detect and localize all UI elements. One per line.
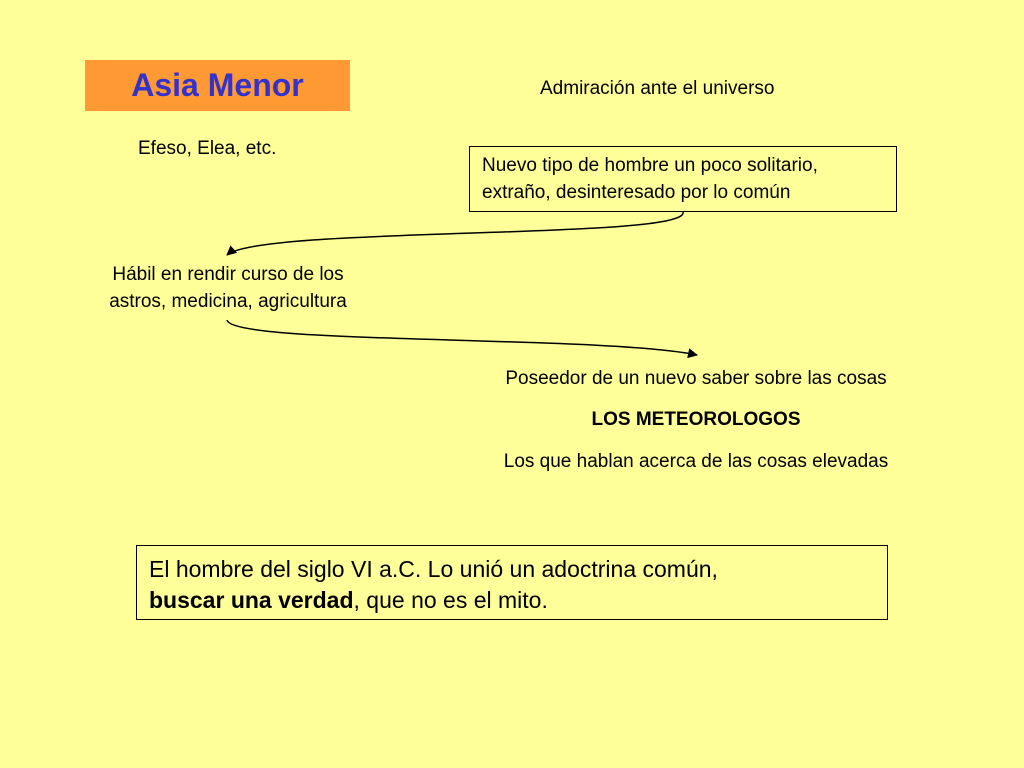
nuevo-tipo-box xyxy=(469,146,897,212)
arrow-to-habil xyxy=(227,212,683,255)
arrow-to-poseedor xyxy=(227,320,697,355)
conclusion-line2 xyxy=(149,585,887,616)
admiracion-text: Admiración ante el universo xyxy=(540,78,775,99)
title-box xyxy=(85,60,350,111)
poseedor-text: Poseedor de un nuevo saber sobre las cosas xyxy=(505,368,887,389)
habil-line1: Hábil en rendir curso de los xyxy=(112,264,344,285)
conclusion-emphasis: buscar una verdad xyxy=(149,587,354,613)
nuevo-tipo-line1: Nuevo tipo de hombre un poco solitario, xyxy=(482,155,818,176)
conclusion-box xyxy=(136,545,888,620)
conclusion-rest: , que no es el mito. xyxy=(353,587,548,613)
conclusion-line1: El hombre del siglo VI a.C. Lo unió un adoctrina común, xyxy=(149,556,718,582)
lugares-text: Efeso, Elea, etc. xyxy=(138,138,277,159)
page-title: Asia Menor xyxy=(131,67,304,103)
nuevo-tipo-line2: extraño, desinteresado por lo común xyxy=(482,182,791,203)
habil-text xyxy=(60,261,396,315)
habil-line2: astros, medicina, agricultura xyxy=(109,291,347,312)
hablan-text: Los que hablan acerca de las cosas elevadas xyxy=(503,451,889,472)
meteorologos-heading: LOS METEOROLOGOS xyxy=(591,409,801,430)
